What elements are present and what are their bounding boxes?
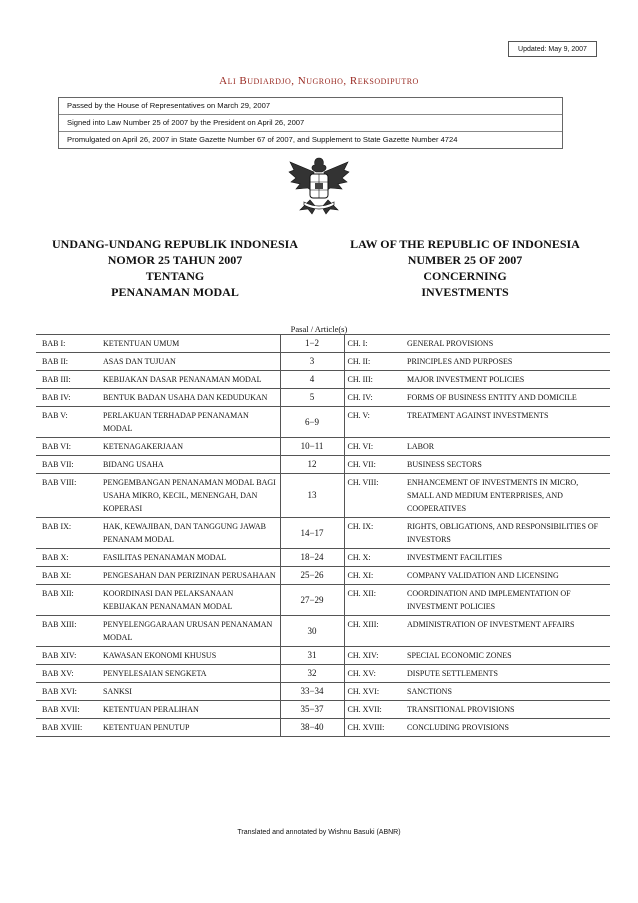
chapter-en-number: CH. VI: (344, 438, 404, 456)
title-en-line-4: INVESTMENTS (421, 285, 509, 299)
table-row (36, 438, 610, 456)
chapter-en-title: GENERAL PROVISIONS (404, 335, 610, 353)
chapter-en-number: CH. XIII: (344, 616, 404, 647)
firm-name: Ali Budiardjo, Nugroho, Reksodiputro (219, 75, 419, 87)
chapter-id-number: BAB XII: (36, 585, 100, 616)
chapter-id-number: BAB XIV: (36, 647, 100, 665)
article-range: 12 (280, 456, 344, 474)
article-range: 30 (280, 616, 344, 647)
chapter-id-title: PENYELENGGARAAN URUSAN PENANAMAN MODAL (100, 616, 280, 647)
chapter-id-number: BAB X: (36, 549, 100, 567)
chapter-en-title: RIGHTS, OBLIGATIONS, AND RESPONSIBILITIES OF INVESTORS (404, 518, 610, 549)
title-id-line-1: UNDANG-UNDANG REPUBLIK INDONESIA (51, 237, 299, 251)
article-range: 3 (280, 353, 344, 371)
table-row (36, 474, 610, 518)
updated-date: Updated: May 9, 2007 (508, 41, 597, 57)
chapter-id-number: BAB II: (36, 353, 100, 371)
table-row (36, 719, 610, 737)
chapter-en-number: CH. II: (344, 353, 404, 371)
article-range: 31 (280, 647, 344, 665)
chapter-en-title: COMPANY VALIDATION AND LICENSING (404, 567, 610, 585)
info-promulgated: Promulgated on April 26, 2007 in State Gazette Number 67 of 2007, and Supplement to State Gazette Number 4724 (67, 135, 458, 144)
chapter-en-number: CH. IV: (344, 389, 404, 407)
chapter-en-number: CH. XIV: (344, 647, 404, 665)
chapter-en-number: CH. XV: (344, 665, 404, 683)
title-en-line-3: CONCERNING (423, 269, 507, 283)
chapter-id-title: KOORDINASI DAN PELAKSANAAN KEBIJAKAN PENANAMAN MODAL (100, 585, 280, 616)
title-en-line-1: LAW OF THE REPUBLIC OF INDONESIA (350, 237, 580, 251)
chapter-id-title: KEBIJAKAN DASAR PENANAMAN MODAL (100, 371, 280, 389)
chapter-id-number: BAB XVIII: (36, 719, 100, 737)
table-row (36, 407, 610, 438)
chapter-id-title: KETENAGAKERJAAN (100, 438, 280, 456)
chapter-id-number: BAB IX: (36, 518, 100, 549)
title-id-line-2: NOMOR 25 TAHUN 2007 (107, 253, 243, 267)
chapter-en-number: CH. IX: (344, 518, 404, 549)
chapter-en-title: MAJOR INVESTMENT POLICIES (404, 371, 610, 389)
chapter-id-number: BAB VII: (36, 456, 100, 474)
chapter-id-title: KETENTUAN PENUTUP (100, 719, 280, 737)
chapter-id-number: BAB XV: (36, 665, 100, 683)
article-range: 33−34 (280, 683, 344, 701)
article-range: 5 (280, 389, 344, 407)
table-row (36, 616, 610, 647)
table-row (36, 567, 610, 585)
title-id-line-3: TENTANG (145, 269, 205, 283)
article-range: 35−37 (280, 701, 344, 719)
chapter-id-number: BAB XVI: (36, 683, 100, 701)
chapter-en-number: CH. X: (344, 549, 404, 567)
title-indonesian (30, 236, 320, 300)
chapter-en-title: TREATMENT AGAINST INVESTMENTS (404, 407, 610, 438)
chapter-id-number: BAB V: (36, 407, 100, 438)
chapter-en-title: ENHANCEMENT OF INVESTMENTS IN MICRO, SMALL AND MEDIUM ENTERPRISES, AND COOPERATIVES (404, 474, 610, 518)
chapter-id-title: KETENTUAN PERALIHAN (100, 701, 280, 719)
table-row (36, 701, 610, 719)
table-row (36, 371, 610, 389)
chapter-id-title: PERLAKUAN TERHADAP PENANAMAN MODAL (100, 407, 280, 438)
chapter-id-title: PENYELESAIAN SENGKETA (100, 665, 280, 683)
garuda-emblem-icon (286, 152, 352, 216)
chapter-en-number: CH. XVIII: (344, 719, 404, 737)
table-row (36, 683, 610, 701)
table-row (36, 549, 610, 567)
table-row (36, 456, 610, 474)
article-range: 1−2 (280, 335, 344, 353)
table-row (36, 647, 610, 665)
article-range: 13 (280, 474, 344, 518)
chapter-en-title: SANCTIONS (404, 683, 610, 701)
table-row (36, 389, 610, 407)
chapter-id-number: BAB XVII: (36, 701, 100, 719)
pasal-header: Pasal / Article(s) (290, 324, 348, 334)
chapter-id-title: ASAS DAN TUJUAN (100, 353, 280, 371)
chapter-id-title: SANKSI (100, 683, 280, 701)
article-range: 32 (280, 665, 344, 683)
info-passed: Passed by the House of Representatives on March 29, 2007 (59, 98, 562, 115)
chapter-en-number: CH. V: (344, 407, 404, 438)
chapter-en-number: CH. XI: (344, 567, 404, 585)
article-range: 38−40 (280, 719, 344, 737)
table-row (36, 665, 610, 683)
chapter-id-title: PENGEMBANGAN PENANAMAN MODAL BAGI USAHA MIKRO, KECIL, MENENGAH, DAN KOPERASI (100, 474, 280, 518)
chapter-en-title: PRINCIPLES AND PURPOSES (404, 353, 610, 371)
title-id-line-4: PENANAMAN MODAL (111, 285, 239, 299)
legislative-info-box (58, 97, 563, 149)
table-row (36, 353, 610, 371)
chapter-id-number: BAB I: (36, 335, 100, 353)
chapter-id-title: KETENTUAN UMUM (100, 335, 280, 353)
translator-credit: Translated and annotated by Wishnu Basuki (ABNR) (237, 829, 401, 836)
chapter-id-number: BAB III: (36, 371, 100, 389)
info-signed: Signed into Law Number 25 of 2007 by the President on April 26, 2007 (59, 115, 562, 132)
article-range: 25−26 (280, 567, 344, 585)
chapter-id-number: BAB XIII: (36, 616, 100, 647)
chapter-id-title: BIDANG USAHA (100, 456, 280, 474)
title-english (320, 236, 610, 300)
chapter-en-number: CH. XII: (344, 585, 404, 616)
title-en-line-2: NUMBER 25 OF 2007 (407, 253, 523, 267)
chapter-id-number: BAB IV: (36, 389, 100, 407)
chapter-en-number: CH. III: (344, 371, 404, 389)
article-range: 4 (280, 371, 344, 389)
chapter-table (36, 334, 610, 737)
article-range: 10−11 (280, 438, 344, 456)
article-range: 27−29 (280, 585, 344, 616)
chapter-en-title: DISPUTE SETTLEMENTS (404, 665, 610, 683)
table-row (36, 335, 610, 353)
chapter-id-title: HAK, KEWAJIBAN, DAN TANGGUNG JAWAB PENANAM MODAL (100, 518, 280, 549)
chapter-id-title: FASILITAS PENANAMAN MODAL (100, 549, 280, 567)
chapter-en-title: CONCLUDING PROVISIONS (404, 719, 610, 737)
article-range: 18−24 (280, 549, 344, 567)
chapter-en-number: CH. XVI: (344, 683, 404, 701)
chapter-en-title: COORDINATION AND IMPLEMENTATION OF INVESTMENT POLICIES (404, 585, 610, 616)
chapter-id-title: PENGESAHAN DAN PERIZINAN PERUSAHAAN (100, 567, 280, 585)
chapter-en-title: BUSINESS SECTORS (404, 456, 610, 474)
chapter-en-number: CH. VIII: (344, 474, 404, 518)
chapter-en-title: FORMS OF BUSINESS ENTITY AND DOMICILE (404, 389, 610, 407)
table-row (36, 585, 610, 616)
chapter-en-title: LABOR (404, 438, 610, 456)
chapter-id-number: BAB VIII: (36, 474, 100, 518)
chapter-id-number: BAB XI: (36, 567, 100, 585)
article-range: 6−9 (280, 407, 344, 438)
chapter-id-title: BENTUK BADAN USAHA DAN KEDUDUKAN (100, 389, 280, 407)
chapter-en-title: INVESTMENT FACILITIES (404, 549, 610, 567)
chapter-en-number: CH. VII: (344, 456, 404, 474)
chapter-en-title: ADMINISTRATION OF INVESTMENT AFFAIRS (404, 616, 610, 647)
table-row (36, 518, 610, 549)
chapter-en-title: SPECIAL ECONOMIC ZONES (404, 647, 610, 665)
chapter-id-number: BAB VI: (36, 438, 100, 456)
article-range: 14−17 (280, 518, 344, 549)
chapter-en-title: TRANSITIONAL PROVISIONS (404, 701, 610, 719)
chapter-en-number: CH. XVII: (344, 701, 404, 719)
chapter-id-title: KAWASAN EKONOMI KHUSUS (100, 647, 280, 665)
chapter-en-number: CH. I: (344, 335, 404, 353)
